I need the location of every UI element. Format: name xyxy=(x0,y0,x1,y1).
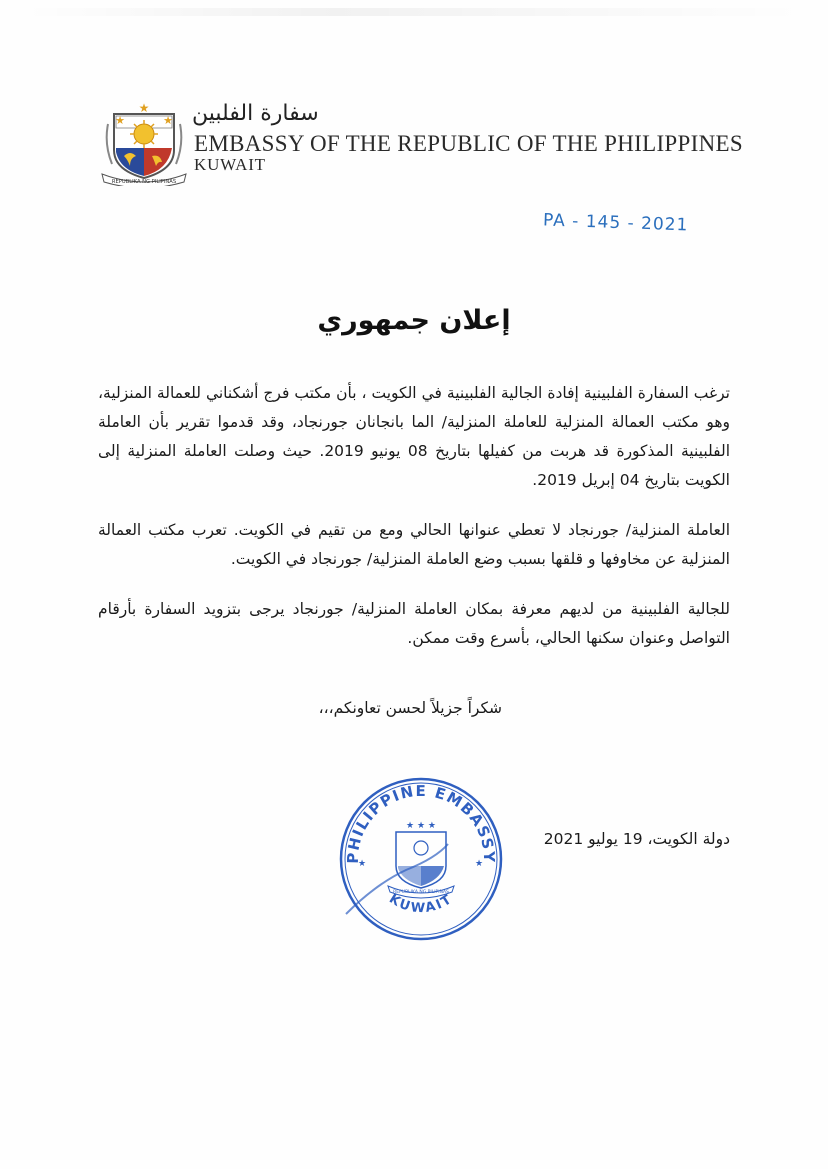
svg-text:★: ★ xyxy=(475,859,484,869)
date-line: دولة الكويت، 19 يوليو 2021 xyxy=(543,830,730,848)
svg-text:★: ★ xyxy=(138,101,150,115)
svg-text:REPUBLIKA NG PILIPINAS: REPUBLIKA NG PILIPINAS xyxy=(111,179,177,185)
paragraph-3: للجالية الفلبينية من لديهم معرفة بمكان العاملة المنزلية/ جورنجاد يرجى بتزويد السفارة بأرقام التواصل وعنوان سكنها الحالي، بأسرع وقت ممكن. xyxy=(98,600,730,647)
closing-line: شكراً جزيلاً لحسن تعاونكم،،، xyxy=(318,699,502,717)
paragraph-1: ترغب السفارة الفلبينية إفادة الجالية الفلبينية في الكويت ، بأن مكتب فرج أشكناني للعمالة المنزلية، وهو مكتب العمالة المنزلية للعاملة المنزلية/ الما بانجانان جورنجاد، وقد قدموا تقرير بأن العاملة الفلبينية المذكورة قد هربت من كفيلها بتاريخ 08 يونيو 2019. حيث وصلت العاملة المنزلية إلى الكويت بتاريخ 04 إبريل 2019. xyxy=(98,384,730,489)
embassy-english-name: EMBASSY OF THE REPUBLIC OF THE PHILIPPINES xyxy=(194,131,743,156)
document-title: إعلان جمهوري xyxy=(317,305,511,336)
embassy-arabic-name: سفارة الفلبين xyxy=(192,101,319,126)
svg-text:PHILIPPINE EMBASSY: PHILIPPINE EMBASSY xyxy=(343,781,499,864)
embassy-city: KUWAIT xyxy=(194,155,266,174)
svg-text:REPUBLIKA NG PILIPINAS: REPUBLIKA NG PILIPINAS xyxy=(393,890,449,895)
scan-artifact xyxy=(20,8,810,16)
svg-text:★: ★ xyxy=(163,114,173,127)
coat-of-arms-icon xyxy=(100,94,188,186)
reference-number: PA - 145 - 2021 xyxy=(542,210,689,236)
paragraph-2: العاملة المنزلية/ جورنجاد لا تعطي عنوانها الحالي ومع من تقيم في الكويت. تعرب مكتب العمالة المنزلية عن مخاوفها و قلقها بسبب وضع العاملة المنزلية/ جورنجاد في الكويت. xyxy=(98,521,730,568)
svg-text:KUWAIT: KUWAIT xyxy=(386,891,456,917)
svg-text:★: ★ xyxy=(358,859,367,869)
svg-text:★: ★ xyxy=(115,114,125,127)
svg-text:★ ★ ★: ★ ★ ★ xyxy=(406,821,436,831)
embassy-stamp-icon xyxy=(336,774,506,944)
